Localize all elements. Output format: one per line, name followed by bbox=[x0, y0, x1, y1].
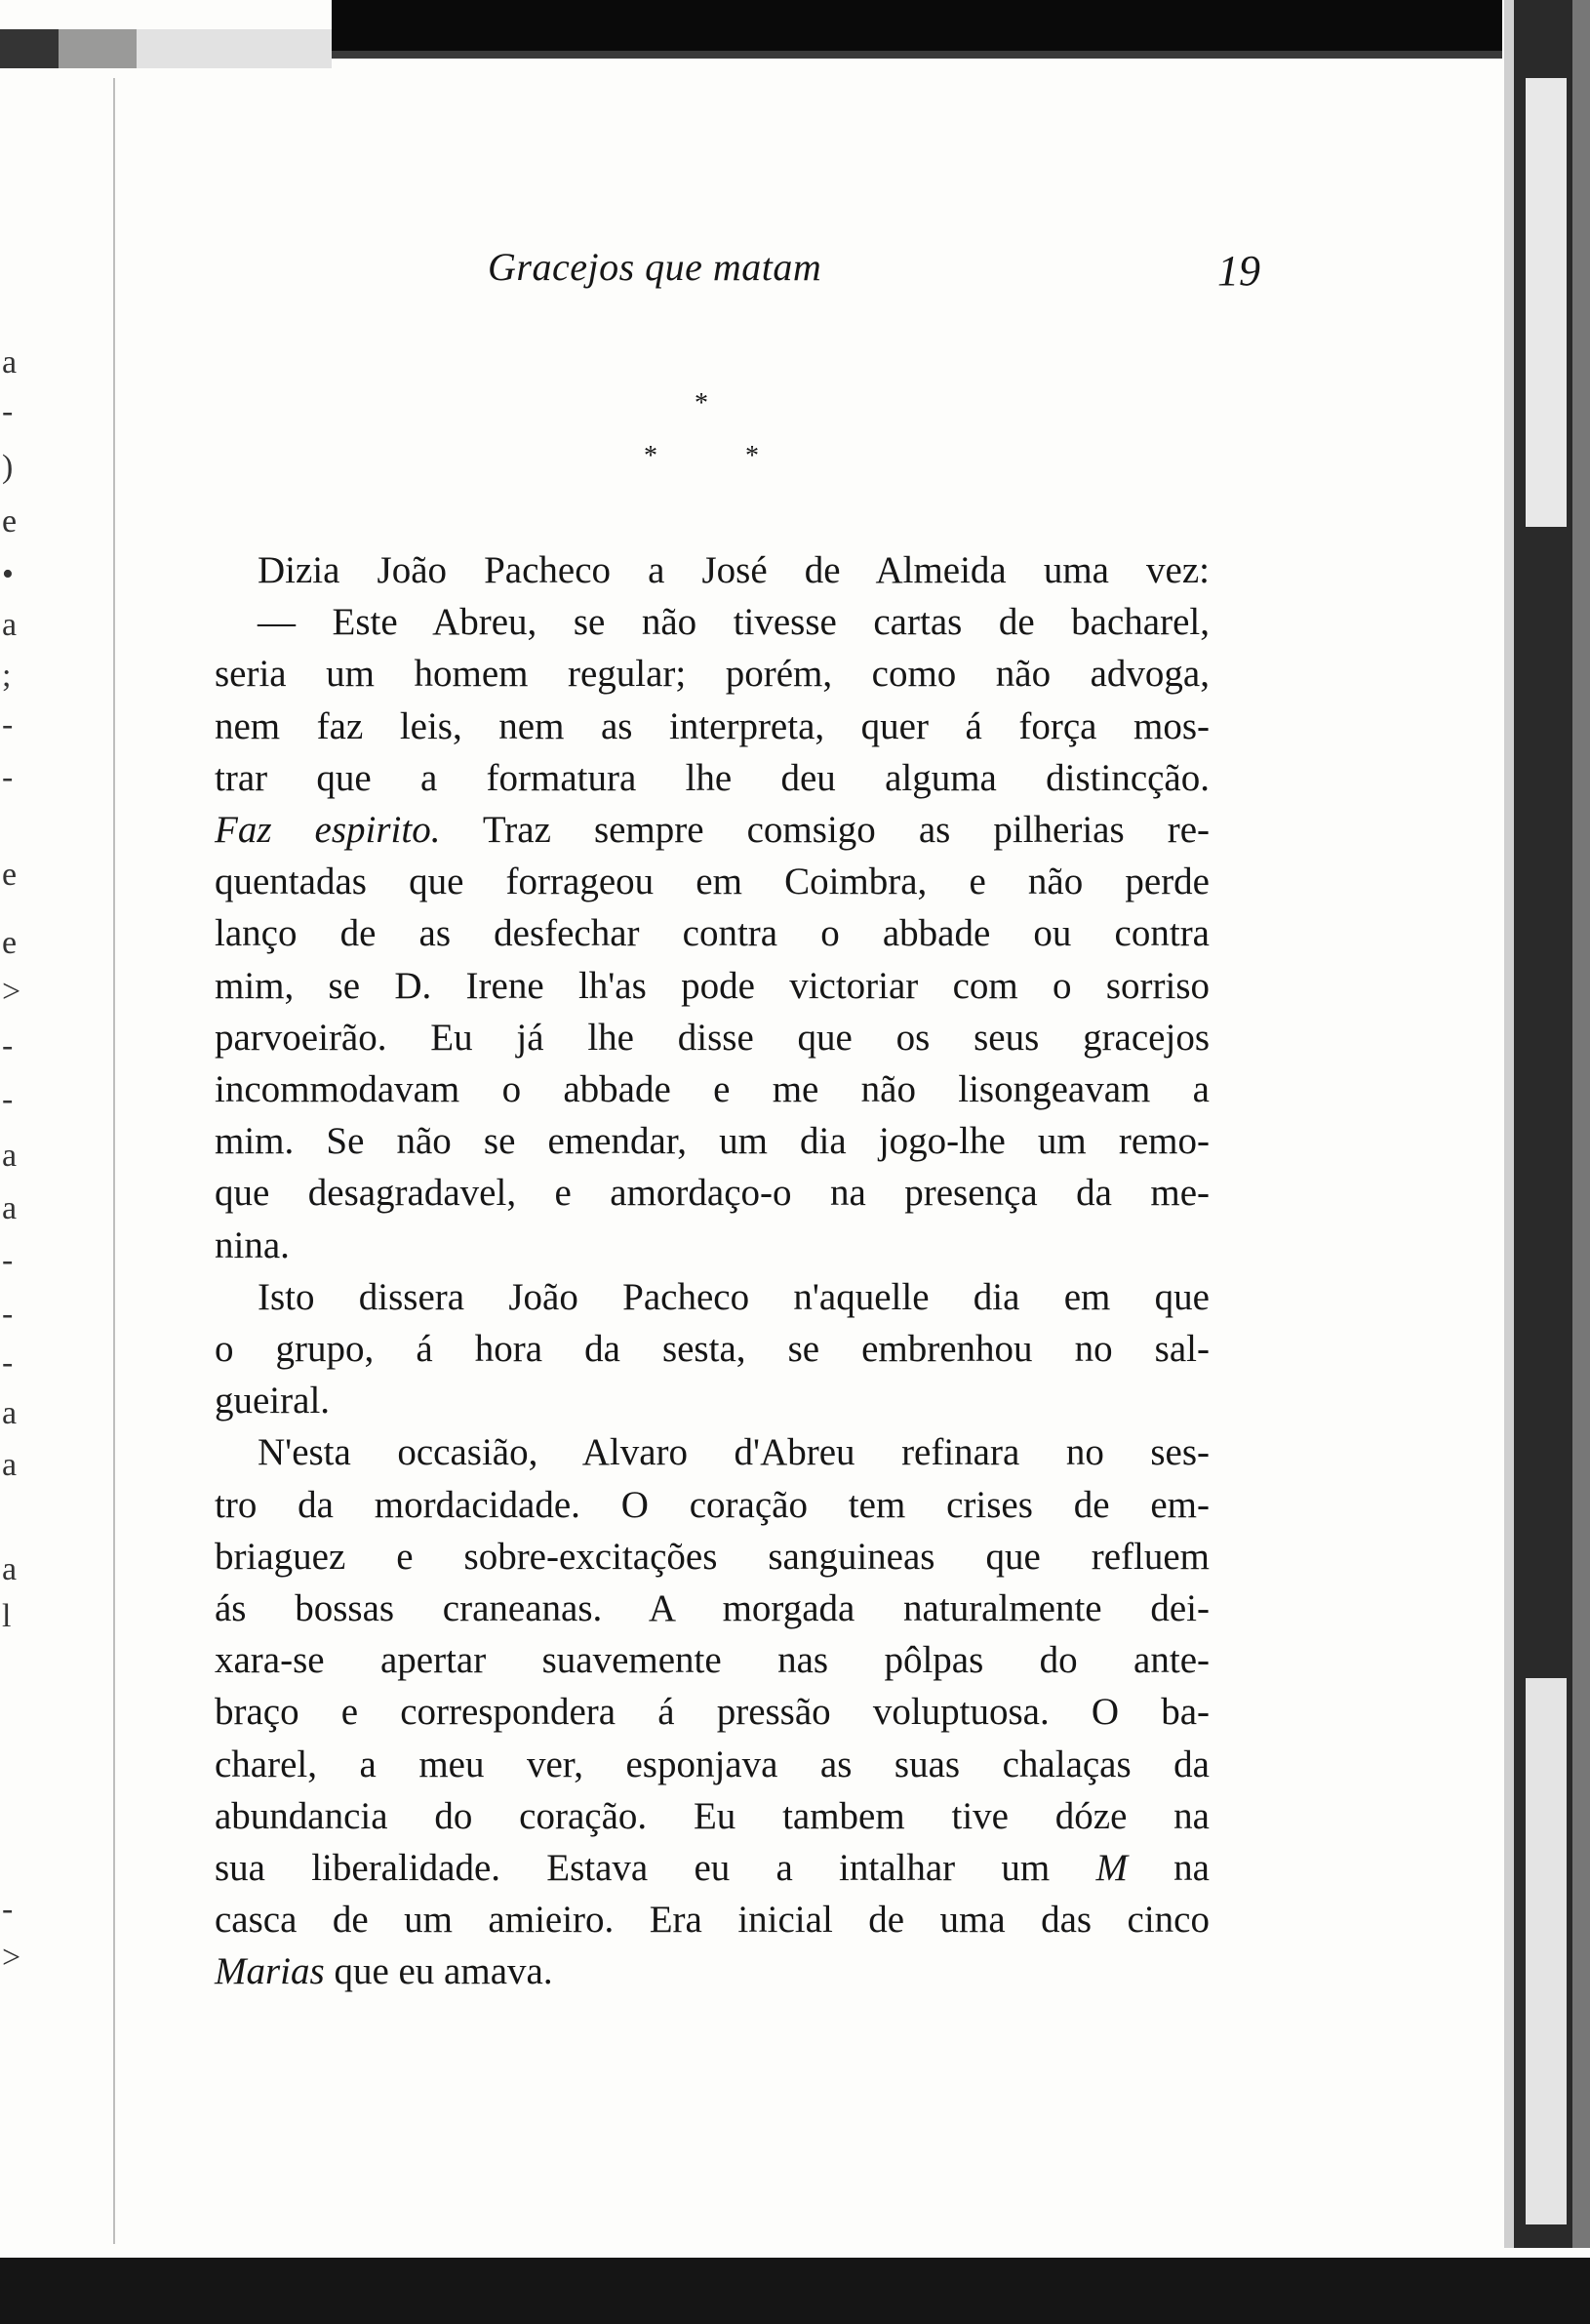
gutter-fold-line bbox=[113, 78, 115, 2244]
bleed-char: a bbox=[2, 1395, 18, 1431]
text-line: charel, a meu ver, esponjava as suas chalaças da bbox=[215, 1743, 1210, 1785]
scan-edge-top-left bbox=[0, 29, 332, 68]
text-line: parvoeirão. Eu já lhe disse que os seus gracejos bbox=[215, 1016, 1210, 1059]
bleed-char: a bbox=[2, 344, 18, 381]
bleed-char: a bbox=[2, 1447, 18, 1483]
text-line: gueiral. bbox=[215, 1380, 331, 1422]
text-line: tro da mordacidade. O coração tem crises de em- bbox=[215, 1483, 1210, 1526]
text-line: ás bossas craneanas. A morgada naturalmente dei- bbox=[215, 1587, 1210, 1630]
text-line: mim. Se não se emendar, um dia jogo-lhe um remo- bbox=[215, 1120, 1210, 1163]
bleed-char: a bbox=[2, 1138, 18, 1174]
text-line: o grupo, á hora da sesta, se embrenhou no sal- bbox=[215, 1328, 1210, 1371]
text-line bbox=[215, 1842, 1210, 1894]
text-line: lanço de as desfechar contra o abbade ou contra bbox=[215, 912, 1210, 955]
text-line: xara-se apertar suavemente nas pôlpas do ante- bbox=[215, 1639, 1210, 1682]
text-line: mim, se D. Irene lh'as pode victoriar com o sorriso bbox=[215, 964, 1210, 1007]
text-line: N'esta occasião, Alvaro d'Abreu refinara no ses- bbox=[258, 1431, 1210, 1474]
text-line: quentadas que forrageou em Coimbra, e não perde bbox=[215, 861, 1210, 903]
text-line: incommodavam o abbade e me não lisongeavam a bbox=[215, 1068, 1210, 1111]
bleed-char: e bbox=[2, 925, 18, 961]
scan-edge-top bbox=[332, 0, 1502, 70]
asterisk: * bbox=[644, 441, 657, 471]
text-line: briaguez e sobre-excitações sanguineas que refluem bbox=[215, 1535, 1210, 1578]
text-line: casca de um amieiro. Era inicial de uma das cinco bbox=[215, 1899, 1210, 1942]
text-line bbox=[215, 1945, 1210, 1997]
text-line: braço e correspondera á pressão voluptuosa. O ba- bbox=[215, 1691, 1210, 1734]
bleed-char: ; bbox=[2, 658, 12, 694]
text-line-end: na bbox=[1127, 1847, 1210, 1890]
asterisk: * bbox=[695, 388, 708, 419]
bleed-char: e bbox=[2, 503, 18, 540]
bleed-char: > bbox=[2, 1940, 21, 1976]
text-line: seria um homem regular; porém, como não advoga, bbox=[215, 653, 1210, 696]
text-line: nem faz leis, nem as interpreta, quer á força mos- bbox=[215, 704, 1210, 747]
text-line-rest: Traz sempre comsigo as pilherias re- bbox=[440, 809, 1211, 852]
bleed-char: a bbox=[2, 607, 18, 643]
bleed-char: ) bbox=[2, 449, 14, 485]
bleed-char: - bbox=[2, 1891, 14, 1927]
bleed-char: • bbox=[2, 556, 14, 592]
text-line: abundancia do coração. Eu tambem tive dóze na bbox=[215, 1794, 1210, 1837]
italic-phrase: Faz espirito. bbox=[215, 809, 441, 852]
text-line: Dizia João Pacheco a José de Almeida uma vez: bbox=[258, 549, 1210, 591]
bleed-char: > bbox=[2, 974, 21, 1010]
text-line: Isto dissera João Pacheco n'aquelle dia em que bbox=[258, 1275, 1210, 1318]
bleed-char: - bbox=[2, 1242, 14, 1278]
asterisk: * bbox=[745, 441, 759, 471]
scan-edge-right-highlight bbox=[1526, 78, 1567, 527]
text-line-start: sua liberalidade. Estava eu a intalhar um bbox=[215, 1847, 1096, 1890]
text-line bbox=[215, 804, 1210, 856]
bleed-char: e bbox=[2, 857, 18, 893]
page-number: 19 bbox=[1217, 247, 1260, 295]
bleed-char: - bbox=[2, 759, 14, 795]
bleed-char: - bbox=[2, 393, 14, 429]
text-line-rest: que eu amava. bbox=[324, 1950, 553, 1993]
bleed-char: - bbox=[2, 1081, 14, 1117]
running-title: Gracejos que matam bbox=[488, 245, 822, 289]
bleed-char: - bbox=[2, 1344, 14, 1381]
scan-edge-right-highlight-lower bbox=[1526, 1678, 1567, 2224]
bleed-char: - bbox=[2, 1027, 14, 1063]
bleed-char: a bbox=[2, 1551, 18, 1587]
bleed-char: - bbox=[2, 1296, 14, 1332]
text-line: — Este Abreu, se não tivesse cartas de bacharel, bbox=[258, 601, 1210, 644]
section-separator bbox=[624, 382, 780, 476]
body-text bbox=[215, 544, 1210, 1998]
bleed-char: l bbox=[2, 1598, 12, 1634]
scan-edge-bottom bbox=[0, 2248, 1590, 2324]
text-line: que desagradavel, e amordaço-o na presença da me- bbox=[215, 1172, 1210, 1215]
text-line: nina. bbox=[215, 1223, 290, 1266]
text-line: trar que a formatura lhe deu alguma distincção. bbox=[215, 756, 1210, 799]
bleed-char: - bbox=[2, 706, 14, 742]
italic-letter: M bbox=[1095, 1847, 1128, 1890]
bleed-char: a bbox=[2, 1190, 18, 1226]
italic-word: Marias bbox=[215, 1950, 325, 1993]
